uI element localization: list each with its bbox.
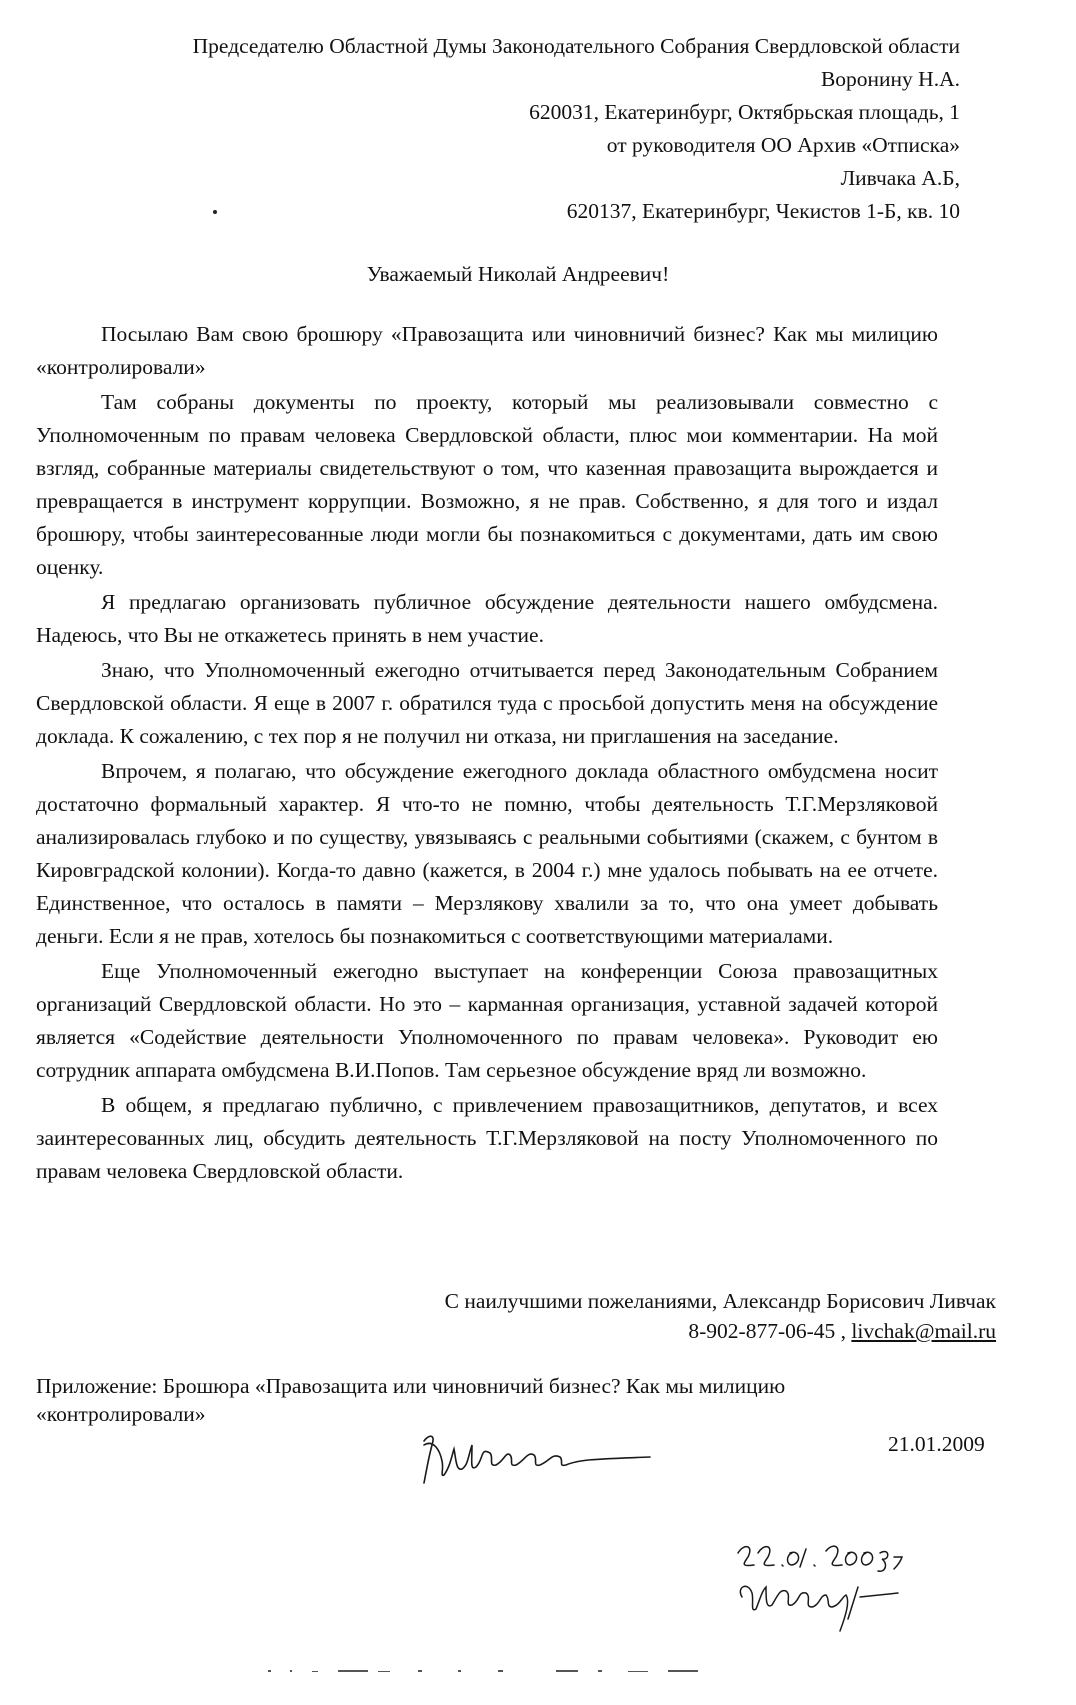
attachment-note: Приложение: Брошюра «Правозащита или чиновничий бизнес? Как мы милицию «контролировали» — [36, 1374, 786, 1426]
contact-line — [40, 1316, 996, 1346]
paragraph: Впрочем, я полагаю, что обсуждение ежегодного доклада областного омбудсмена носит достаточно формальный характер. Я что-то не помню, чтобы деятельность Т.Г.Мерзляковой анализировалась глубоко и по существу, увязываясь с реальными событиями (скажем, с бунтом в Кировградской колонии). Когда-то давно (кажется, в 2004 г.) мне удалось побывать на ее отчете. Единственное, что осталось в памяти – Мерзлякову хвалили за то, что она умеет добывать деньги. Если я не прав, хотелось бы познакомиться с соответствующими материалами. — [36, 759, 938, 948]
email-link[interactable]: livchak@mail.ru — [851, 1319, 996, 1343]
phone-number: 8-902-877-06-45 , — [688, 1319, 847, 1343]
addressee-line: 620031, Екатеринбург, Октябрьская площадь, 1 — [529, 100, 960, 124]
letter-date: 21.01.2009 — [888, 1432, 985, 1456]
scan-noise — [268, 1668, 718, 1674]
paragraph: Посылаю Вам свою брошюру «Правозащита или чиновничий бизнес? Как мы милицию «контролировали» — [36, 322, 938, 379]
received-stamp-handwriting — [730, 1535, 970, 1645]
greeting: Уважаемый Николай Андреевич! — [366, 262, 670, 286]
paragraph: В общем, я предлагаю публично, с привлечением правозащитников, депутатов, и всех заинтересованных лиц, обсудить деятельность Т.Г.Мерзляковой на посту Уполномоченного по правам человека Свердловской области. — [36, 1093, 938, 1183]
handwritten-signature — [410, 1405, 660, 1495]
addressee-block — [40, 30, 960, 228]
closing-block — [40, 1286, 996, 1346]
letter-body — [36, 318, 938, 1188]
addressee-line: Ливчака А.Б, — [840, 166, 960, 190]
closing-line: С наилучшими пожеланиями, Александр Борисович Ливчак — [444, 1289, 996, 1313]
paragraph: Я предлагаю организовать публичное обсуждение деятельности нашего омбудсмена. Надеюсь, что Вы не откажетесь принять в нем участие. — [36, 590, 938, 647]
paragraph: Там собраны документы по проекту, который мы реализовывали совместно с Уполномоченным по правам человека Свердловской области, плюс мои комментарии. На мой взгляд, собранные материалы свидетельствуют о том, что казенная правозащита вырождается и превращается в инструмент коррупции. Возможно, я не прав. Собственно, я для того и издал брошюру, чтобы заинтересованные люди могли бы познакомиться с документами, дать им свою оценку. — [36, 390, 938, 579]
addressee-line: Воронину Н.А. — [820, 67, 960, 91]
scan-speck — [213, 210, 217, 214]
addressee-line: 620137, Екатеринбург, Чекистов 1-Б, кв. 10 — [566, 199, 960, 223]
paragraph: Знаю, что Уполномоченный ежегодно отчитывается перед Законодательным Собранием Свердловской области. Я еще в 2007 г. обратился туда с просьбой допустить меня на обсуждение доклада. К сожалению, с тех пор я не получил ни отказа, ни приглашения на заседание. — [36, 658, 938, 748]
addressee-line: Председателю Областной Думы Законодательного Собрания Свердловской области — [192, 34, 960, 58]
addressee-line: от руководителя ОО Архив «Отписка» — [606, 133, 960, 157]
paragraph: Еще Уполномоченный ежегодно выступает на конференции Союза правозащитных организаций Свердловской области. Но это – карманная организация, уставной задачей которой является «Содействие деятельности Уполномоченного по правам человека». Руководит ею сотрудник аппарата омбудсмена В.И.Попов. Там серьезное обсуждение вряд ли возможно. — [36, 959, 938, 1082]
